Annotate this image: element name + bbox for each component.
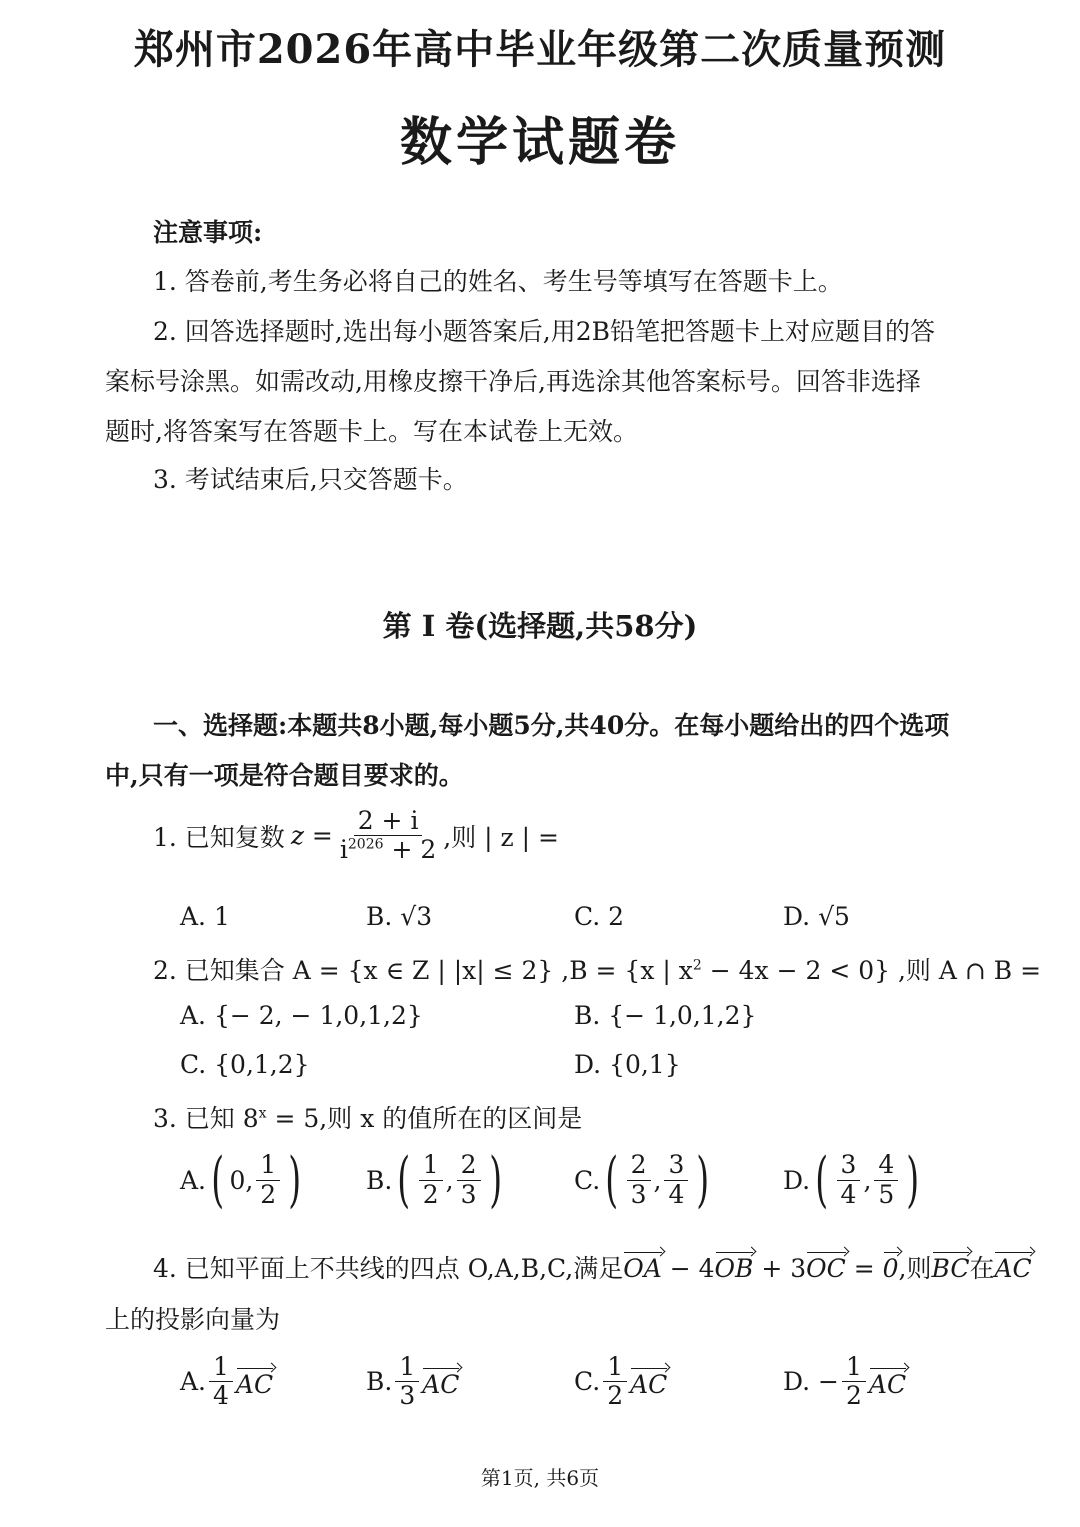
q4-option-a-vector: AC <box>236 1364 273 1399</box>
q3-option-d-rparen: ) <box>906 1145 920 1215</box>
q3-option-b-d2: 3 <box>460 1179 477 1209</box>
q4-option-a <box>180 1354 273 1410</box>
q2-stem-b: − 4x − 2 < 0} ,则 A ∩ B = <box>701 956 1042 985</box>
q3-option-a <box>180 1145 307 1215</box>
notice-item-2-line-2: 案标号涂黑。如需改动,用橡皮擦干净后,再选涂其他答案标号。回答非选择 <box>105 367 921 396</box>
q3-option-d-label: D. <box>783 1165 811 1195</box>
q4-on: 在 <box>969 1254 995 1283</box>
q3-option-b-lparen: ( <box>397 1145 411 1215</box>
q4-vector-bc: BC <box>932 1248 970 1283</box>
q1-numerator: 2 + i <box>354 808 423 836</box>
q4-option-c-den: 2 <box>603 1381 627 1409</box>
q4-vector-oc: OC <box>806 1248 846 1283</box>
notice-heading: 注意事项: <box>153 218 263 247</box>
notice-item-2-line-1: 2. 回答选择题时,选出每小题答案后,用2B铅笔把答题卡上对应题目的答 <box>153 317 935 346</box>
q3-option-c-d1: 3 <box>630 1179 647 1209</box>
q3-option-c-n1: 2 <box>627 1152 651 1180</box>
q2-option-d: D. {0,1} <box>574 1050 681 1079</box>
q3-option-c-frac-2 <box>664 1152 688 1208</box>
q3-option-c-n2: 3 <box>664 1152 688 1180</box>
q4-option-a-den: 4 <box>209 1381 233 1409</box>
section-intro-line-1: 一、选择题:本题共8小题,每小题5分,共40分。在每小题给出的四个选项 <box>153 711 950 740</box>
q4-minus-4: − 4 <box>661 1254 715 1283</box>
q3-option-b-comma: , <box>445 1165 454 1195</box>
q4-option-d <box>783 1354 906 1410</box>
q1-prefix: 1. 已知复数 <box>153 822 285 852</box>
q3-option-d-lparen: ( <box>815 1145 829 1215</box>
q4-plus-3: + 3 <box>753 1254 807 1283</box>
page-number: 第1页, 共6页 <box>480 1466 600 1490</box>
q2-option-c: C. {0,1,2} <box>180 1050 310 1079</box>
q3-option-c-d2: 4 <box>668 1179 685 1209</box>
exam-subtitle: 数学试题卷 <box>399 112 680 173</box>
q4-option-b-den: 3 <box>395 1381 419 1409</box>
q3-option-b-frac-2 <box>457 1152 481 1208</box>
q4-option-d-den: 2 <box>842 1381 866 1409</box>
q3-option-b-frac-1 <box>419 1152 443 1208</box>
q4-vector-ob: OB <box>715 1248 754 1283</box>
q4-option-b <box>366 1354 459 1410</box>
q1-option-d <box>783 902 850 931</box>
q1-option-d-label: D. <box>783 902 811 931</box>
q4-stem-line-2: 上的投影向量为 <box>105 1305 281 1334</box>
notice-item-1: 1. 答卷前,考生务必将自己的姓名、考生号等填写在答题卡上。 <box>153 267 843 296</box>
q4-option-d-vector: AC <box>869 1364 906 1399</box>
section-title: 第 Ⅰ 卷(选择题,共58分) <box>382 609 698 643</box>
q3-option-d-n1: 3 <box>837 1152 861 1180</box>
q2-option-a: A. {− 2, − 1,0,1,2} <box>180 1001 423 1030</box>
question-3-stem <box>153 1099 582 1135</box>
q1-denominator <box>336 836 440 863</box>
q4-option-c-vector: AC <box>630 1364 667 1399</box>
q4-option-c-num: 1 <box>607 1352 624 1381</box>
q3-option-b <box>366 1145 507 1215</box>
q4-option-a-num: 1 <box>213 1352 229 1381</box>
q3-stem-exp: x <box>258 1105 267 1122</box>
q4-option-a-frac <box>209 1354 233 1410</box>
q1-den-rest: + 2 <box>383 835 437 865</box>
q3-option-d-frac-2 <box>874 1152 898 1208</box>
q4-option-c-frac <box>603 1354 627 1410</box>
q1-den-base: i <box>339 835 348 865</box>
q4-option-c-label: C. <box>574 1367 601 1397</box>
q3-option-b-n2: 2 <box>457 1152 481 1180</box>
q3-option-b-rparen: ) <box>488 1145 502 1215</box>
q2-stem-a: 2. 已知集合 A = {x ∈ Z | |x| ≤ 2} ,B = {x | x <box>153 956 693 985</box>
q4-option-b-label: B. <box>366 1367 393 1397</box>
q3-option-a-label: A. <box>180 1165 207 1195</box>
q3-option-d-n2: 4 <box>874 1152 898 1180</box>
q4-option-c <box>574 1354 667 1410</box>
q4-stem-a: 4. 已知平面上不共线的四点 O,A,B,C,满足 <box>153 1254 624 1283</box>
q4-zero-vector: 0 <box>883 1248 899 1283</box>
q3-option-b-d1: 2 <box>422 1179 439 1209</box>
q4-vector-ac: AC <box>994 1248 1031 1283</box>
q3-option-a-frac <box>256 1152 280 1208</box>
question-2-stem <box>153 951 1041 987</box>
q2-stem-exp: 2 <box>692 957 702 974</box>
q4-equals: = <box>845 1254 883 1283</box>
q4-then: ,则 <box>898 1254 932 1283</box>
q3-option-d-comma: , <box>863 1165 872 1195</box>
notice-item-3: 3. 考试结束后,只交答题卡。 <box>153 465 468 494</box>
q3-option-b-label: B. <box>366 1165 393 1195</box>
q3-option-a-lparen: ( <box>211 1145 225 1215</box>
question-4-stem <box>153 1248 1032 1285</box>
q3-option-d <box>783 1145 925 1215</box>
q4-option-b-vector: AC <box>422 1364 459 1399</box>
q4-option-d-label: D. − <box>783 1367 839 1397</box>
q4-option-d-frac <box>842 1354 866 1410</box>
q1-fraction <box>336 808 440 864</box>
q4-option-a-label: A. <box>180 1367 207 1397</box>
q4-vector-oa: OA <box>623 1248 662 1283</box>
q1-option-a: A. 1 <box>180 902 230 931</box>
q4-option-b-num: 1 <box>399 1352 416 1381</box>
q3-stem-b: = 5,则 x 的值所在的区间是 <box>266 1104 583 1133</box>
q3-stem-a: 3. 已知 8 <box>153 1104 259 1133</box>
q1-option-d-value: √5 <box>818 902 850 931</box>
q1-suffix: ,则 | z | = <box>443 822 559 852</box>
q3-option-b-n1: 1 <box>419 1152 443 1180</box>
q1-option-b <box>366 902 432 931</box>
q3-option-a-rparen: ) <box>288 1145 302 1215</box>
q1-option-b-value: √3 <box>400 902 433 931</box>
q2-option-b: B. {− 1,0,1,2} <box>574 1001 757 1030</box>
q3-option-c-frac-1 <box>627 1152 651 1208</box>
q3-option-d-d2: 5 <box>878 1179 895 1209</box>
q3-option-c <box>574 1145 715 1215</box>
q1-option-b-label: B. <box>366 902 393 931</box>
q3-option-d-frac-1 <box>837 1152 861 1208</box>
q1-option-c: C. 2 <box>574 902 625 931</box>
q4-option-d-num: 1 <box>846 1352 862 1381</box>
exam-title: 郑州市2026年高中毕业年级第二次质量预测 <box>133 26 947 73</box>
notice-item-2-line-3: 题时,将答案写在答题卡上。写在本试卷上无效。 <box>105 417 638 446</box>
q1-z-eq: z = <box>290 821 333 851</box>
q4-option-b-frac <box>395 1354 419 1410</box>
q3-option-c-label: C. <box>574 1165 601 1195</box>
q3-option-a-den: 2 <box>260 1179 277 1209</box>
q3-option-d-d1: 4 <box>840 1179 857 1209</box>
q3-option-c-rparen: ) <box>696 1145 710 1215</box>
q3-option-c-lparen: ( <box>605 1145 619 1215</box>
section-intro-line-2: 中,只有一项是符合题目要求的。 <box>105 761 464 790</box>
q3-option-c-comma: , <box>653 1165 662 1195</box>
question-1-stem <box>153 808 559 864</box>
q3-option-a-num: 1 <box>256 1152 280 1180</box>
q1-den-exp: 2026 <box>347 836 384 853</box>
q3-option-a-zero: 0, <box>229 1165 254 1195</box>
